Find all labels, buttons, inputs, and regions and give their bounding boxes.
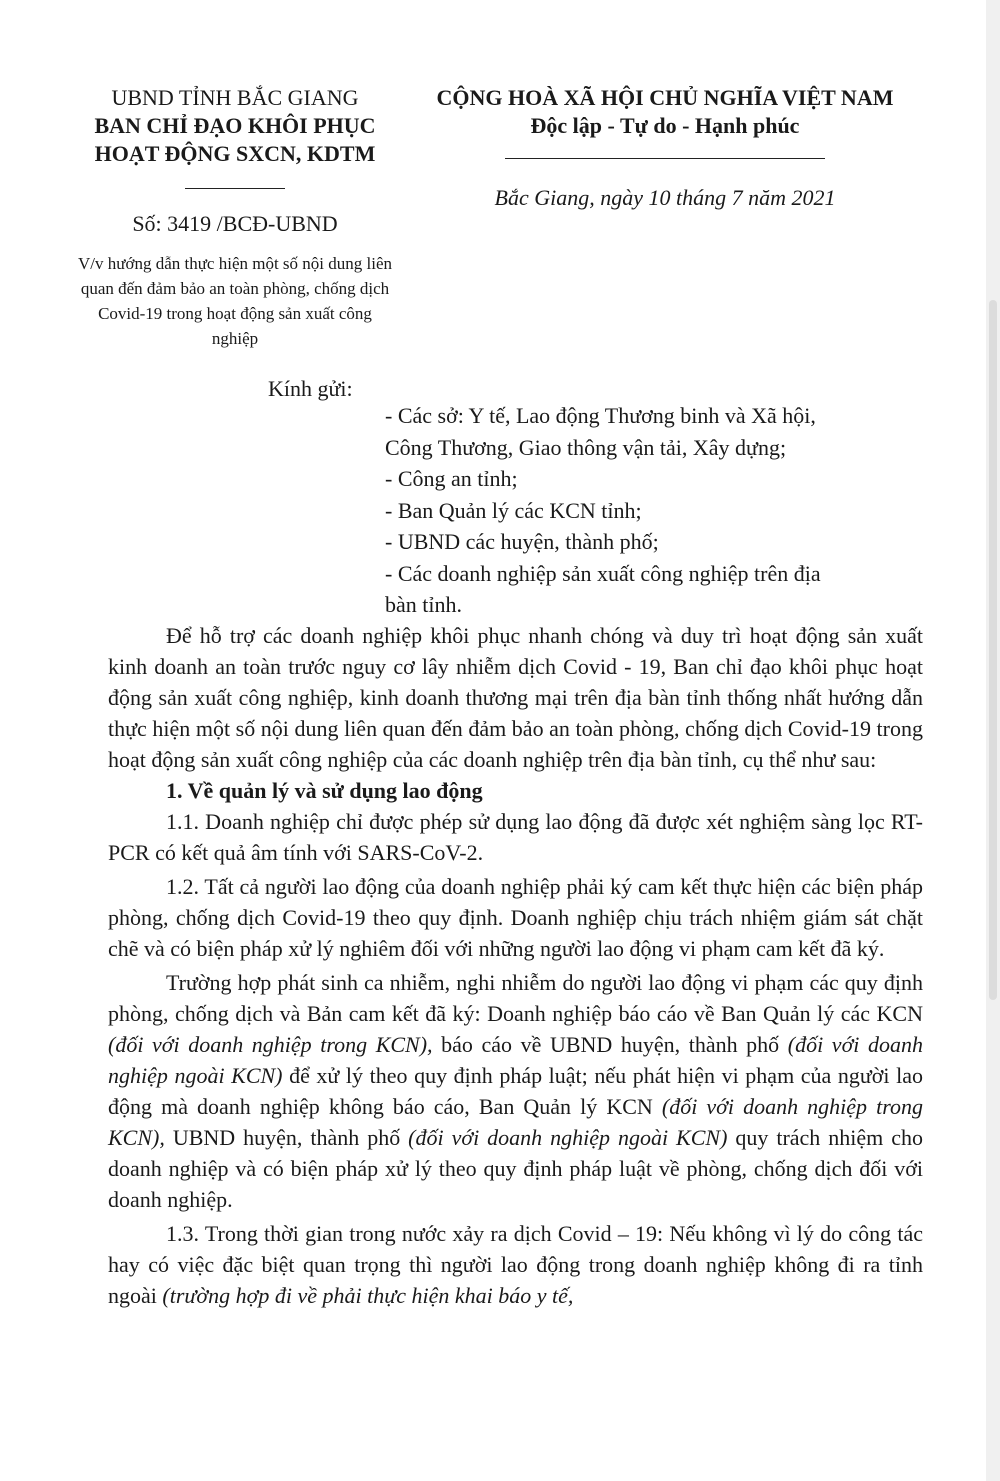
italic-note: (đối với doanh nghiệp ngoài KCN) xyxy=(408,1125,728,1150)
issuer-line2: BAN CHỈ ĐẠO KHÔI PHỤC xyxy=(94,113,376,138)
recipient-line: - Công an tỉnh; xyxy=(385,466,518,491)
text-run: báo cáo về UBND huyện, thành phố xyxy=(432,1032,788,1057)
recipient-line: bàn tỉnh. xyxy=(385,592,462,617)
national-title: CỘNG HOÀ XÃ HỘI CHỦ NGHĨA VIỆT NAM xyxy=(436,85,894,110)
national-header xyxy=(410,84,920,211)
issuer-line1: UBND TỈNH BẮC GIANG xyxy=(111,85,359,110)
recipients-label: Kính gửi: xyxy=(268,376,353,401)
document-body xyxy=(108,620,923,1311)
recipient-line: - Các doanh nghiệp sản xuất công nghiệp trên địa xyxy=(385,560,821,586)
issuer-header xyxy=(60,84,410,351)
recipient-line: - Ban Quản lý các KCN tỉnh; xyxy=(385,497,642,523)
text-run: 1.3. Trong thời gian trong nước xảy ra dịch Covid – 19: Nếu không vì lý do công tác hay có việc đặc biệt quan trọng thì người lao động trong doanh nghiệp không đi ra tỉnh ngoài xyxy=(108,1221,923,1308)
recipient-line: Công Thương, Giao thông vận tải, Xây dựng; xyxy=(385,434,787,460)
recipient-line: - Các sở: Y tế, Lao động Thương binh và Xã hội, xyxy=(385,403,816,428)
issuer-divider xyxy=(185,188,285,189)
text-run: quy trách nhiệm cho doanh nghiệp và có biện pháp xử lý theo quy định pháp luật về phòng, chống dịch đối với doanh nghiệp. xyxy=(108,1125,923,1212)
scrollbar-thumb[interactable] xyxy=(989,300,997,1000)
italic-note: (đối với doanh nghiệp trong KCN), xyxy=(108,1094,923,1150)
issuer-line3: HOẠT ĐỘNG SXCN, KDTM xyxy=(94,141,376,166)
intro-paragraph: Để hỗ trợ các doanh nghiệp khôi phục nhanh chóng và duy trì hoạt động sản xuất kinh doanh an toàn trước nguy cơ lây nhiễm dịch Covid - 19, Ban chỉ đạo khôi phục hoạt động sản xuất công nghiệp, kinh doanh thương mại trên địa bàn tỉnh thống nhất hướng dẫn thực hiện một số nội dung liên quan đến đảm bảo an toàn phòng, chống dịch Covid-19 trong hoạt động sản xuất công nghiệp của các doanh nghiệp trên địa bàn tỉnh, cụ thể như sau: xyxy=(108,623,923,772)
paragraph-1-1: 1.1. Doanh nghiệp chỉ được phép sử dụng lao động đã được xét nghiệm sàng lọc RT-PCR có kết quả âm tính với SARS-CoV-2. xyxy=(108,809,923,865)
italic-note: (đối với doanh nghiệp ngoài KCN) xyxy=(108,1032,924,1088)
italic-note: (trường hợp đi về phải thực hiện khai báo y tế, xyxy=(162,1283,574,1308)
document-date: Bắc Giang, ngày 10 tháng 7 năm 2021 xyxy=(494,185,836,210)
document-number: Số: 3419 /BCĐ-UBND xyxy=(132,211,338,236)
text-run: để xử lý theo quy định pháp luật; nếu phát hiện vi phạm của người lao động mà doanh nghiệp không báo cáo, Ban Quản lý KCN xyxy=(108,1063,923,1119)
paragraph-1-3 xyxy=(108,1218,923,1311)
paragraph-violation-case xyxy=(108,967,923,1215)
recipient-line: - UBND các huyện, thành phố; xyxy=(385,529,659,554)
recipients-list xyxy=(385,400,925,621)
section-heading: 1. Về quản lý và sử dụng lao động xyxy=(166,778,483,803)
document-subject: V/v hướng dẫn thực hiện một số nội dung liên quan đến đảm bảo an toàn phòng, chống dịch Covid-19 trong hoạt động sản xuất công nghiệp xyxy=(77,254,393,348)
text-run: UBND huyện, thành phố xyxy=(164,1125,409,1150)
scrollbar[interactable] xyxy=(986,0,1000,1481)
national-motto: Độc lập - Tự do - Hạnh phúc xyxy=(530,113,800,138)
national-divider xyxy=(505,158,825,159)
italic-note: (đối với doanh nghiệp trong KCN), xyxy=(108,1032,433,1057)
paragraph-1-2: 1.2. Tất cả người lao động của doanh nghiệp phải ký cam kết thực hiện các biện pháp phòng, chống dịch Covid-19 theo quy định. Doanh nghiệp chịu trách nhiệm giám sát chặt chẽ và có biện pháp xử lý nghiêm đối với những người lao động vi phạm cam kết đã ký. xyxy=(108,874,923,961)
text-run: Trường hợp phát sinh ca nhiễm, nghi nhiễm do người lao động vi phạm các quy định phòng, chống dịch và Bản cam kết đã ký: Doanh nghiệp báo cáo về Ban Quản lý các KCN xyxy=(108,970,923,1026)
